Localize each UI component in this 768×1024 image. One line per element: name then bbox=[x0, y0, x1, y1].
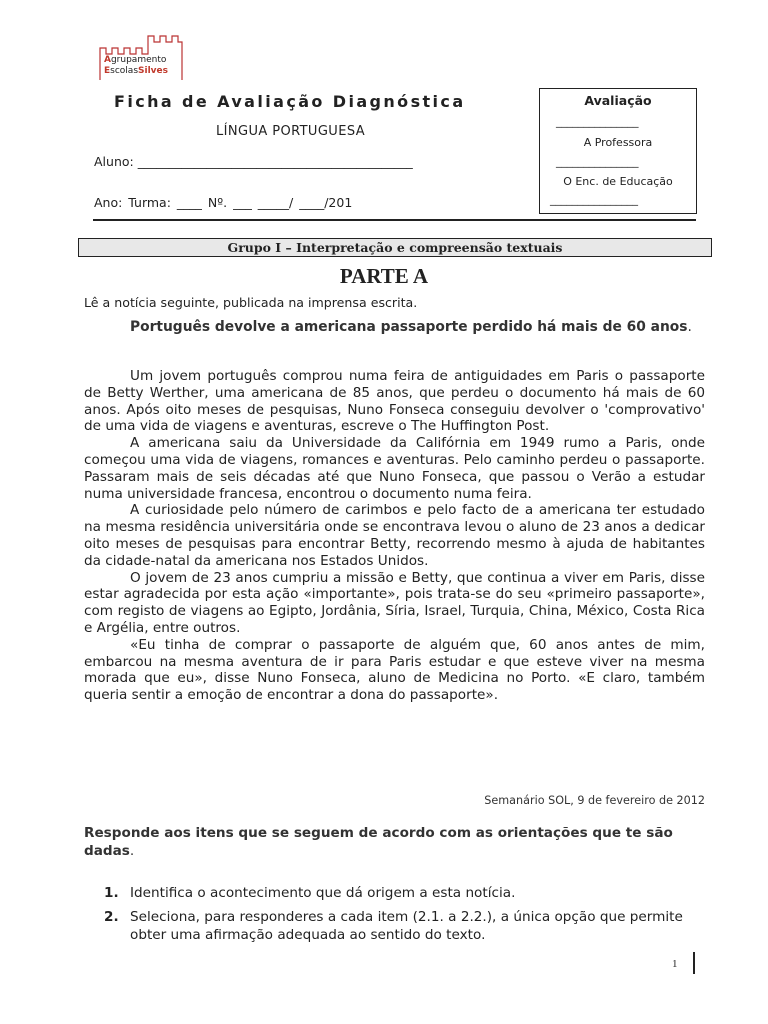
student-name-field: Aluno: ____________________________________________ bbox=[94, 154, 413, 169]
question-text: Identifica o acontecimento que dá origem a esta notícia. bbox=[130, 885, 516, 901]
evaluation-box bbox=[539, 88, 697, 214]
evaluation-title: Avaliação bbox=[584, 93, 652, 108]
article-paragraph: O jovem de 23 anos cumpriu a missão e Betty, que continua a viver em Paris, disse estar agradecida por esta ação «importante», pois trata-se do seu «primeiro passaporte», com registo de viagens ao Egipto, Jordânia, Síria, Israel, Turquia, China, México, Costa Rica e Argélia, entre outros. bbox=[84, 569, 705, 636]
logo-text-escolas-silves: EscolasSilves bbox=[104, 66, 168, 76]
article-source: Semanário SOL, 9 de fevereiro de 2012 bbox=[484, 794, 705, 807]
subject-label: LÍNGUA PORTUGUESA bbox=[216, 124, 366, 139]
teacher-signature-line: _______________ bbox=[556, 155, 639, 168]
part-heading: PARTE A bbox=[339, 264, 429, 288]
intro-text: Lê a notícia seguinte, publicada na imprensa escrita. bbox=[84, 295, 418, 310]
page-number: 1 bbox=[672, 958, 678, 970]
guardian-label: O Enc. de Educação bbox=[563, 175, 673, 188]
question-number: 2. bbox=[104, 909, 119, 925]
logo-text-agrupamento: Agrupamento bbox=[104, 55, 167, 65]
header-divider bbox=[93, 219, 696, 221]
article-paragraph: Um jovem português comprou numa feira de antiguidades em Paris o passaporte de Betty Werther, uma americana de 85 anos, que perdeu o documento há mais de 60 anos. Após oito meses de pesquisas, Nuno Fonseca conseguiu devolver o 'comprovativo' de uma vida de viagens e aventuras, escreve o The Huffington Post. bbox=[84, 368, 705, 435]
group-heading: Grupo I – Interpretação e compreensão textuais bbox=[78, 238, 712, 257]
grade-line: _______________ bbox=[556, 115, 639, 128]
document-title: Ficha de Avaliação Diagnóstica bbox=[114, 92, 466, 111]
question-text: Seleciona, para responderes a cada item (2.1. a 2.2.), a única opção que permite obter uma afirmação adequada ao sentido do texto. bbox=[130, 909, 683, 943]
article-headline: Português devolve a americana passaporte perdido há mais de 60 anos. bbox=[130, 319, 692, 335]
article-body bbox=[84, 368, 705, 704]
guardian-signature-line: ________________ bbox=[550, 193, 638, 206]
article-paragraph: A curiosidade pelo número de carimbos e pelo facto de a americana ter estudado na mesma residência universitária onde se encontrava levou o aluno de 23 anos a dedicar oito meses de pesquisas para encontrar Betty, recorrendo mesmo à ajuda de habitantes da cidade-natal da americana nos Estados Unidos. bbox=[84, 502, 705, 569]
article-paragraph: A americana saiu da Universidade da Califórnia em 1949 rumo a Paris, onde começou uma vida de viagens, romances e aventuras. Pelo caminho perdeu o passaporte. Passaram mais de seis décadas até que Nuno Fonseca, que passou o Verão a estudar numa universidade francesa, encontrou o documento numa feira. bbox=[84, 435, 705, 502]
question-item bbox=[104, 908, 704, 944]
article-paragraph: «Eu tinha de comprar o passaporte de alguém que, 60 anos antes de mim, embarcou na mesma aventura de ir para Paris estudar e que esteve viver na mesma morada que eu», disse Nuno Fonseca, aluno de Medicina no Porto. «E claro, também queria sentir a emoção de encontrar a dona do passaporte». bbox=[84, 636, 705, 704]
teacher-label: A Professora bbox=[583, 136, 653, 149]
page-number-bar bbox=[693, 952, 695, 974]
question-number: 1. bbox=[104, 885, 119, 901]
question-item bbox=[104, 884, 704, 902]
instructions-text: Responde aos itens que se seguem de acordo com as orientações que te são dadas. bbox=[84, 825, 673, 859]
class-date-fields: Ano: Turma: ____ Nº. ___ _____/ ____/201 bbox=[94, 195, 353, 210]
